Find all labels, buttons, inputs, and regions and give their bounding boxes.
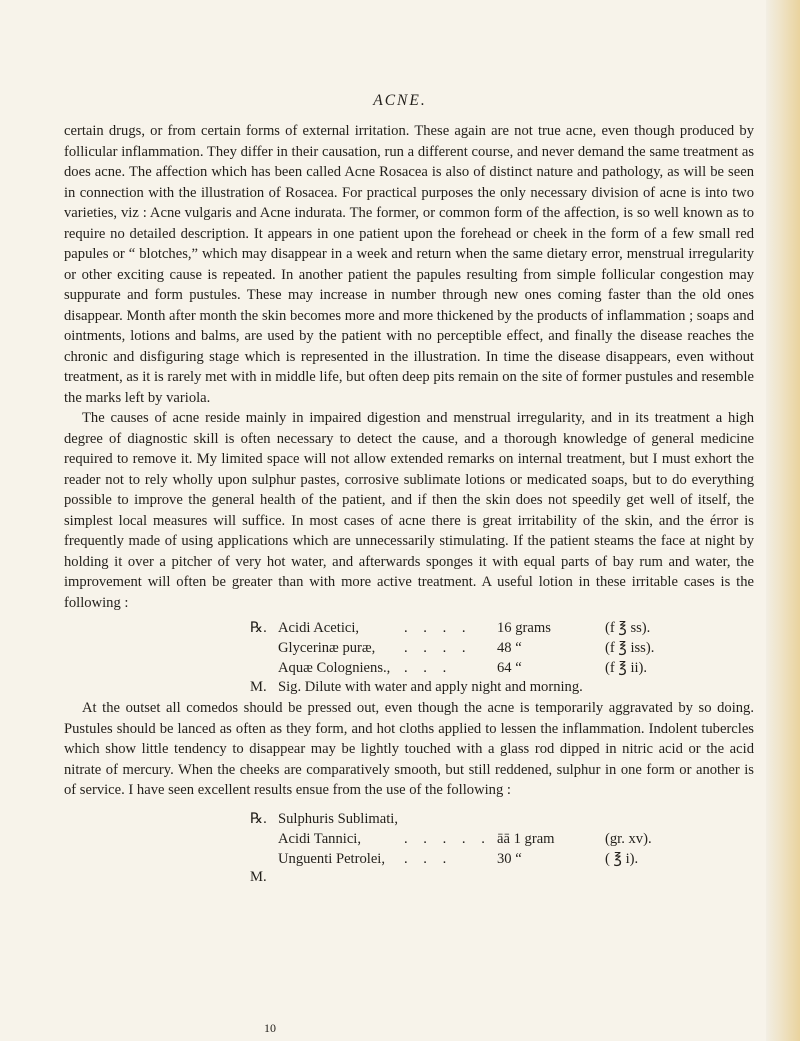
misce-label: M. (250, 868, 267, 885)
prescription-signa (64, 867, 754, 887)
ingredient-quantity: 48 “ (497, 640, 522, 656)
ingredient-name: Glycerinæ puræ, (278, 640, 376, 656)
ingredient-quantity: āā 1 gram (497, 830, 555, 847)
prescription-row (64, 638, 754, 658)
prescription-lotion (64, 616, 754, 698)
paragraph-causes: The causes of acne reside mainly in impaired digestion and menstrual irregularity, and in its treatment a high degree of diagnostic skill is often necessary to detect the cause, and a thorough knowledge of general medicine required to remove it. My limited space will not allow extended remarks on internal treatment, but I must exhort the reader not to rely wholly upon sulphur pastes, corrosive sublimate lotions or medicated soaps, but to do everything possible to improve the general health of the patient, and if then the skin does not speedily get well of itself, the simplest local measures will suffice. In most cases of acne there is great irritability of the skin, and the érror is frequently made of using applications which are unnecessarily stimulating. If the patient steams the face at night by holding it over a pitcher of very hot water, and afterwards sponges it with equal parts of bay rum and water, the improvement will often be greater than with more active treatment. A useful lotion in these irritable cases is the following : (64, 410, 754, 611)
leader-dots: . . . . . (404, 830, 491, 847)
running-title: ACNE. (373, 92, 427, 109)
recipe-symbol: ℞. (250, 620, 267, 636)
body-text (64, 121, 754, 894)
signa-directions: Sig. Dilute with water and apply night and morning. (278, 679, 583, 695)
paragraph-continued: certain drugs, or from certain forms of external irritation. These again are not true acne, even though produced by follicular inflammation. They differ in their causation, run a different course, and never demand the same treatment as does acne. The affection which has been called Acne Rosacea is also of distinct nature and pathology, as will be seen in connection with the illustration of Rosacea. For practical purposes the only necessary division of acne is into two varieties, viz : Acne vulgaris and Acne indurata. The former, or common form of the affection, is so well known as to require no detailed description. It appears in one patient upon the forehead or cheek in the form of a few small red papules or “ blotches,” which may disappear in a week and return when the same dietary error, menstrual irregularity or other exciting cause is repeated. In another patient the papules resulting from simple follicular congestion may suppurate and form pustules. These may increase in number through new ones coming faster than the old ones disappear. Month after month the skin becomes more and more thickened by the products of inflammation ; soaps and ointments, lotions and balms, are used by the patient with no perceptible effect, and finally the disease reaches the chronic and disfiguring stage which is represented in the illustration. In time the disease disappears, even without treatment, as it is rarely met with in middle life, but often deep pits remain on the site of former pustules and resemble the marks left by variola. (64, 123, 754, 406)
prescription-signa (64, 677, 754, 697)
ingredient-quantity: 64 “ (497, 660, 522, 676)
leader-dots: . . . (404, 850, 453, 867)
prescription-row (64, 829, 754, 849)
ingredient-quantity: 30 “ (497, 850, 522, 867)
ingredient-apothecary-measure: (f ℥ iss). (605, 640, 655, 656)
ingredient-name: Acidi Tannici, (278, 830, 362, 847)
page-edge-shadow (766, 0, 800, 1041)
leader-dots: . . . . (404, 620, 472, 636)
leader-dots: . . . . (404, 640, 472, 656)
prescription-row (64, 809, 754, 829)
ingredient-name: Unguenti Petrolei, (278, 850, 386, 867)
leader-dots: . . . (404, 660, 453, 676)
page-number: 10 (264, 1021, 276, 1035)
ingredient-name: Aquæ Cologniens., (278, 660, 391, 676)
ingredient-apothecary-measure: ( ℥ i). (605, 850, 639, 867)
prescription-ointment (64, 804, 754, 894)
ingredient-apothecary-measure: (f ℥ ss). (605, 620, 651, 636)
ingredient-quantity: 16 grams (497, 620, 551, 636)
prescription-row (64, 658, 754, 678)
ingredient-name: Acidi Acetici, (278, 620, 360, 636)
ingredient-apothecary-measure: (f ℥ ii). (605, 660, 648, 676)
prescription-row (64, 618, 754, 638)
misce-label: M. (250, 679, 267, 695)
ingredient-apothecary-measure: (gr. xv). (605, 830, 652, 847)
ingredient-name: Sulphuris Sublimati, (278, 810, 399, 827)
paragraph-outset: At the outset all comedos should be pressed out, even though the acne is temporarily aggravated by so doing. Pustules should be lanced as often as they form, and hot cloths applied to lessen the inflammation. Indolent tubercles which show little tendency to disappear may be lightly touched with a glass rod dipped in nitric acid or the acid nitrate of mercury. When the cheeks are comparatively smooth, but still reddened, sulphur in one form or another is of service. I have seen excellent results ensue from the use of the following : (64, 700, 754, 798)
prescription-row (64, 849, 754, 869)
recipe-symbol: ℞. (250, 810, 267, 827)
